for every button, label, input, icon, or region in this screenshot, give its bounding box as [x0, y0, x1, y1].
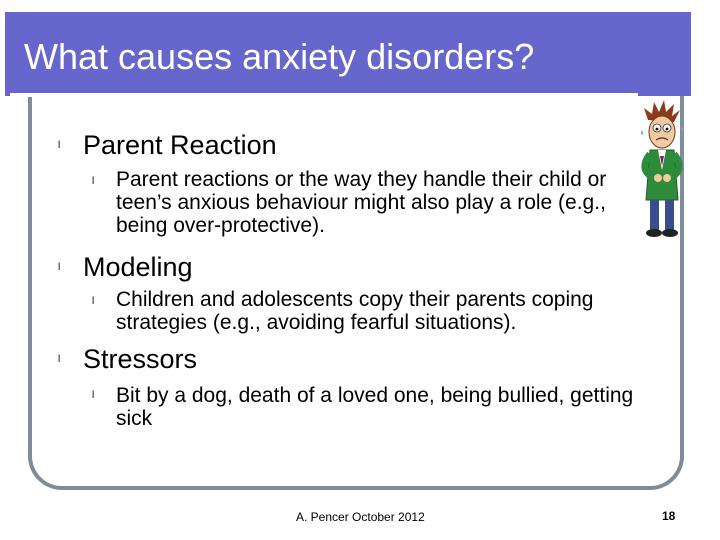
footer-text: A. Pencer October 2012 [296, 510, 425, 524]
bullet-heading: Modeling [83, 252, 193, 282]
sub-bullet-text: Bit by a dog, death of a loved one, being bullied, getting sick [116, 384, 634, 430]
sub-bullet-text: Parent reactions or the way they handle their child or teen’s anxious behaviour might also play a role (e.g., being over-protective). [116, 168, 607, 237]
page-number: 18 [662, 509, 676, 523]
sub-bullet-marker: l [92, 390, 95, 401]
page-title: What causes anxiety disorders? [24, 36, 535, 77]
title-underline [10, 93, 638, 97]
bullet-marker: l [58, 140, 61, 151]
bullet-marker: l [58, 354, 61, 365]
sub-bullet-marker: l [92, 296, 95, 307]
bullet-heading: Stressors [83, 344, 198, 374]
bullet-heading: Parent Reaction [83, 130, 277, 160]
sub-bullet-marker: l [92, 176, 95, 187]
sub-bullet-text: Children and adolescents copy their parents coping strategies (e.g., avoiding fearful situations). [116, 288, 594, 334]
bullet-marker: l [58, 262, 61, 273]
anxious-man-icon [634, 100, 694, 240]
